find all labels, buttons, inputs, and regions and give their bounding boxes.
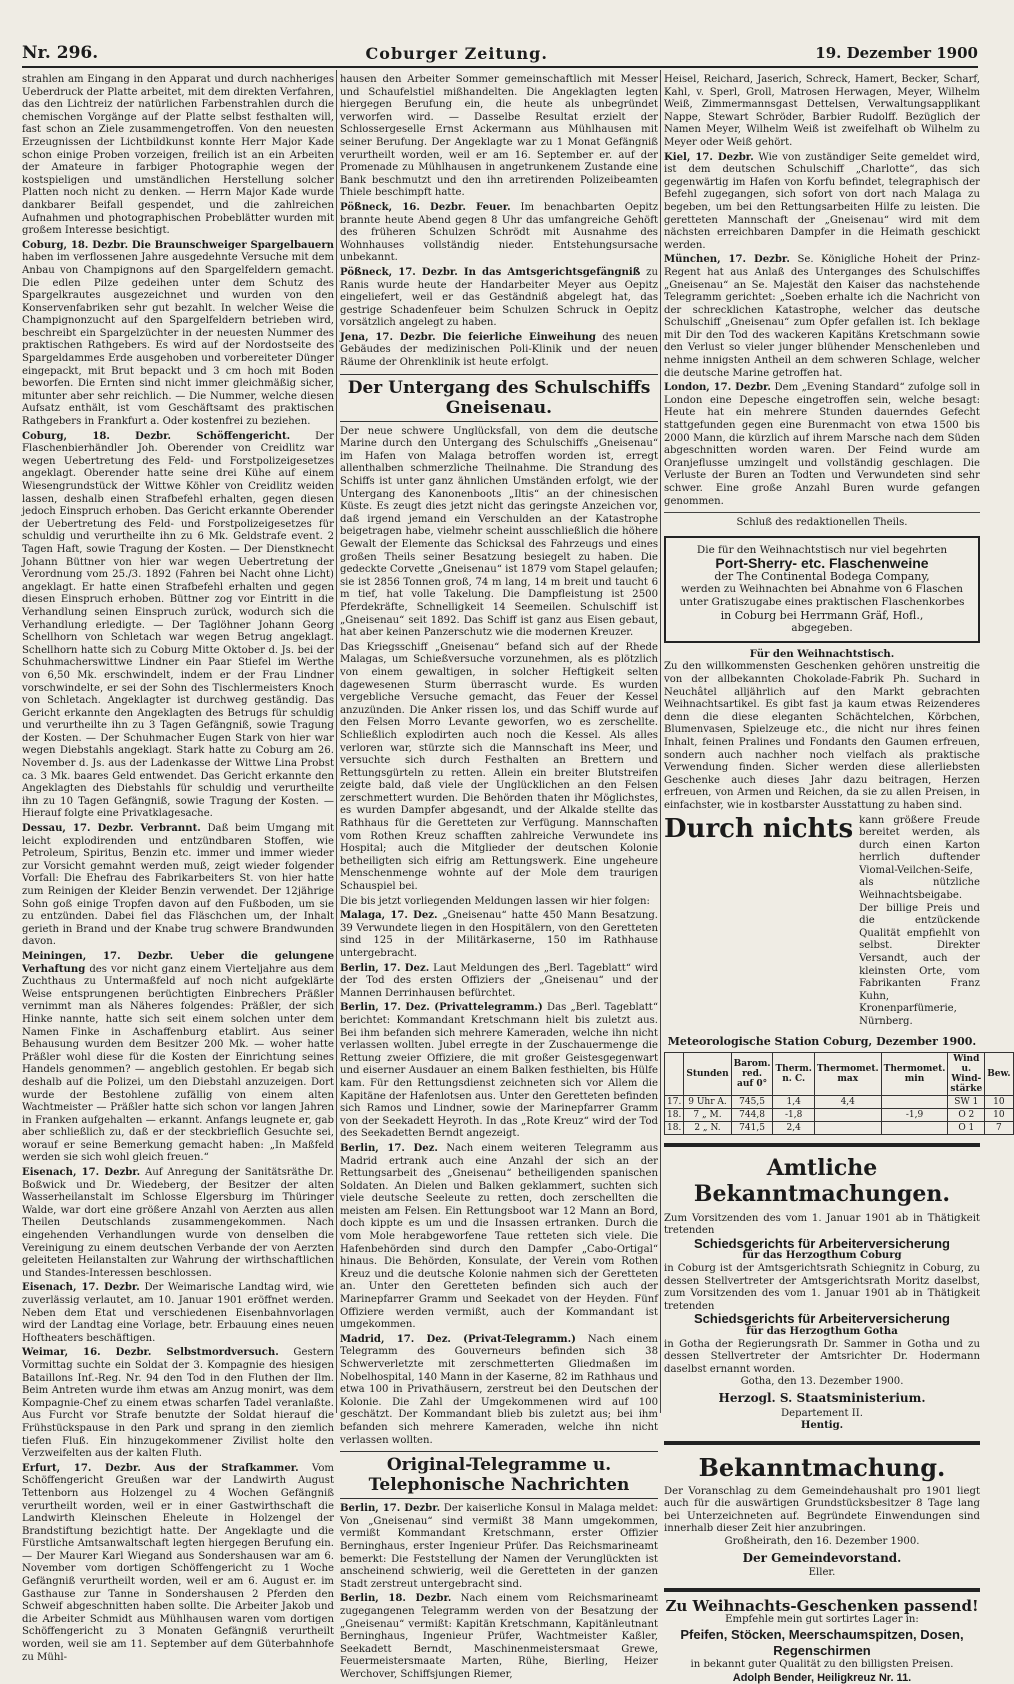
weather-cell: O 1 — [948, 1121, 985, 1134]
news-text: Laut Meldungen des „Berl. Tageblatt“ wird der Tod des ersten Offiziers der „Gneisenau“ und der Mannen Derrinhausen befürchtet. — [340, 962, 658, 999]
news-paragraph — [22, 1347, 334, 1460]
news-paragraph — [340, 642, 658, 894]
news-text: Vom Schöffengericht Greußen war der Landwirth August Tettenborn aus Holzengel zu 4 Wochen Gefängniß verurtheilt worden, weil er in einer Gastwirthschaft die Landwirth Kleinschen Eheleute in Holzengel der Brandstiftung bezichtigt hatte. Der Angeklagte und die Fürstliche Amtsanwaltschaft legten hiergegen Berufung ein. — Der Maurer Karl Wiegand aus Sondershausen war am 6. November vom dortigen Schöffengericht zu 1 Woche Gefängniß verurtheilt worden, weil er am 6. August er. im Gasthause zur Tanne in Sondershausen 2 Pferden den Schweif abgeschnitten haben sollte. Die Arbeiter Jakob und die Arbeiter Schmidt aus Mühlhausen waren vom dortigen Schöffengericht zu 3 Monaten Gefängniß verurtheilt worden, weil sie am 11. September auf dem Güterbahnhofe zu Mühl- — [22, 1462, 334, 1663]
divider — [664, 1588, 980, 1592]
news-paragraph — [664, 382, 980, 508]
news-text: Der Flaschenbierhändler Joh. Oberender von Creidlitz war wegen Uebertretung des Feld- und Forstpolizeigesetzes angeklagt. Oberender hatte seine drei Kühe auf einem Wiesengrundstück der Wittwe Köhler von Creidlitz weiden lassen, deshalb einen Strafbefehl erhalten, gegen diesen jedoch Einspruch erhoben. Das Gericht erkannte Oberender der Uebertretung des Feld- und Forstpolizeigesetzes für schuldig und verurtheilte ihn zu 6 Mk. Geldstrafe event. 2 Tagen Haft, sowie Tragung der Kosten. — Der Dienstknecht Johann Büttner von hier war wegen Uebertretung der Verordnung vom 25./3. 1892 (Fahren bei Nacht ohne Licht) angeklagt. Er hatte einen Strafbefehl erhalten und gegen diesen Einspruch erhoben. Büttner zog vor Eintritt in die Verhandlung seinen Einspruch zurück, wodurch sich die Verhandlung erledigte. — Der Taglöhner Johann Georg Schellhorn von Schletach war wegen Betrug angeklagt. Schellhorn hatte sich zu Coburg Mitte Oktober d. Js. bei der Schuhmacherswittwe Lindner ein Paar Stiefel im Werthe von 6,50 Mk. erschwindelt, indem er der Frau Lindner vorschwindelte, er sei der Sohn des Tischlermeisters Knoch von Schletach. Angeklagter ist durchweg geständig. Das Gericht erkannte den Angeklagten des Betrugs für schuldig und verurtheilte ihn zu 3 Tagen Gefängniß, sowie Tragung der Kosten. — Der Schuhmacher Eugen Stark von hier war wegen Diebstahls angeklagt. Stark hatte zu Coburg am 26. November d. Js. aus der Ladenkasse der Wittwe Lina Probst ca. 3 Mk. baares Geld entwendet. Das Gericht erkannte den Angeklagten des Diebstahls für schuldig und verurtheilte ihn zu 10 Tagen Gefängniß, sowie Tragung der Kosten. — Hierauf folgte eine Privatklagesache. — [22, 430, 334, 820]
news-dateline: Pößneck, 17. Dezbr. In das Amtsgerichtsgefängniß — [340, 266, 641, 278]
official-notices-title: Amtliche Bekanntmachungen. — [693, 1154, 951, 1207]
news-dateline: Eisenach, 17. Dezbr. — [22, 1282, 140, 1294]
news-dateline: Meiningen, 17. Dezbr. Ueber die gelungene Verhaftung — [22, 950, 334, 975]
news-dateline: Weimar, 16. Dezbr. Selbstmordversuch. — [22, 1347, 279, 1359]
news-paragraph — [22, 823, 334, 949]
ad-line: werden zu Weihnachten bei Abnahme von 6 Flaschen unter Gratiszugabe eines praktischen Flaschenkorbes — [679, 582, 965, 608]
news-paragraph — [340, 963, 658, 1001]
news-text: Im benachbarten Oepitz brannte heute Abend gegen 8 Uhr das umfangreiche Gehöft des früheren Schulzen Schrödt mit Ausnahme des Wohnhauses vollständig nieder. Entstehungsursache unbekannt. — [340, 201, 659, 264]
news-dateline: Madrid, 17. Dez. (Privat-Telegramm.) — [340, 1333, 576, 1345]
weather-cell: -1,8 — [773, 1108, 814, 1121]
column-rule — [336, 70, 337, 1413]
news-paragraph — [664, 74, 980, 150]
issue-date: 19. Dezember 1900 — [815, 44, 978, 62]
news-text: „Gneisenau“ hatte 450 Mann Besatzung. 39 Verwundete liegen in den Hospitälern, von den Geretteten sind 125 in der Militärkaserne, 150 im Rathhause untergebracht. — [340, 910, 658, 959]
notice-text: Der Voranschlag zu dem Gemeindehaushalt pro 1901 liegt auch für die auswärtigen Grundstücksbesitzer 8 Tage lang bei Unterzeichneten auf. Begründete Einwendungen sind innerhalb dieser Zeit hier anzubringen. — [664, 1485, 980, 1535]
ad-signature: Adolph Bender, Heiligkreuz Nr. 11. — [732, 1671, 912, 1684]
news-text: Der neue schwere Unglücksfall, von dem die deutsche Marine durch den Untergang des Schulschiffs „Gneisenau“ im Hafen von Malaga betroffen worden ist, erregt allenthalben schmerzliche Theilnahme. Die Strandung des Schiffs ist unter ganz ähnlichen Umständen erfolgt, wie der Untergang des Kanonenboots „Iltis“ an der chinesischen Küste. Es zeugt dies jetzt nicht das geringste Anzeichen vor, daß irgend jemand ein Verschulden an der Katastrophe beigetragen habe, vielmehr scheint ausschließlich die höhere Gewalt der Elemente das Schicksal des Fahrzeugs und eines großen Theils seiner Besatzung besiegelt zu haben. Die gedeckte Corvette „Gneisenau“ ist 1879 vom Stapel gelaufen; sie ist 2856 Tonnen groß, 74 m lang, 14 m breit und taucht 6 m tief, hat volle Takelung. Die Dampfleistung ist 2500 Pferdekräfte, Schnelligkeit 14 Seemeilen. Schulschiff ist „Gneisenau“ seit 1892. Das Schiff ist ganz aus Eisen gebaut, hat aber keinen Panzerschutz wie die modernen Kreuzer. — [340, 425, 658, 639]
news-item — [340, 1503, 658, 1591]
news-dateline: Berlin, 18. Dezbr. — [340, 1593, 452, 1605]
weather-cell: 18. — [665, 1121, 684, 1134]
news-paragraph — [340, 267, 658, 330]
news-item — [340, 1334, 658, 1447]
news-item — [340, 910, 658, 960]
news-dateline: München, 17. Dezbr. — [664, 254, 790, 266]
news-text: Nach einem vom Reichsmarineamt zugegangenen Telegramm werden von der Besatzung der „Gneisenau“ vermißt: Kapitän Kretschmann, Kapitänleutnant Berninghaus, Ingenieur Prüfer, Wachtmeister Kaßler, Seekadett Berndt, Maschinenmeistersmaat Grewe, Feuermeistersmaate Marten, Rühe, Bierling, Heizer Werchover, Schiffsjungen Riemer, — [340, 1593, 658, 1680]
news-item — [22, 1167, 334, 1280]
notice-text: in Gotha der Regierungsrath Dr. Sammer in Gotha und zu dessen Stellvertreter der Amtsrichter Dr. Hodermann daselbst ernannt worden. — [664, 1338, 980, 1375]
news-text: strahlen am Eingang in den Apparat und durch nachheriges Ueberdruck der Platte arbeitet, mit dem direkten Verfahren, das den Lichtreiz der natürlichen Farbenstrahlen durch die chemischen Vorgänge auf der Platte selbst festhalten will, fast schon an Ziele zusammengetroffen. Von den neuesten Erzeugnissen der Lichtbildkunst konnte Herr Major Kade schon einige Proben vorzeigen, freilich ist an ein Arbeiten der Amateure in farbiger Photographie wegen der kostspieligen und umständlichen Herstellung solcher Platten noch nicht zu denken. — Herrn Major Kade wurde dankbarer Beifall gespendet, und die zahlreichen Aufnahmen und photographischen Probeblätter wurden mit großem Interesse besichtigt. — [22, 74, 334, 237]
weather-cell: 9 Uhr A. — [684, 1095, 731, 1108]
notice-subheading: für das Herzogthum Coburg — [742, 1250, 902, 1262]
notice-authority: Herzogl. S. Staatsministerium. — [718, 1390, 926, 1405]
news-text: des neuen Gebäudes der medizinischen Poli-Klinik und der neuen Räume der Ohrenklinik ist heute erfolgt. — [340, 331, 658, 369]
weather-cell: 10 — [985, 1108, 1013, 1121]
news-item — [22, 74, 334, 238]
weather-header-cell: Stunden — [684, 1052, 731, 1095]
news-item — [664, 254, 980, 380]
news-item — [340, 74, 658, 200]
news-item — [664, 74, 980, 150]
news-text: Der Weimarische Landtag wird, wie zuverlässig verlautet, am 10. Januar 1901 eröffnet werden. Neben dem Etat und verschiedenen Eisenbahnvorlagen wird der Landtag eine Vorlage, betr. Erbauung eines neuen Hoftheaters beschäftigen. — [22, 1282, 334, 1344]
ad-line: der The Continental Bodega Company, — [714, 569, 930, 583]
news-dateline: Kiel, 17. Dezbr. — [664, 151, 754, 163]
news-dateline: London, 17. Dezbr. — [664, 382, 771, 394]
news-item — [340, 1143, 658, 1332]
ad-line: in bekannt guter Qualität zu den billigsten Preisen. — [690, 1659, 954, 1671]
weather-cell: 4,4 — [814, 1095, 881, 1108]
news-item — [340, 202, 658, 265]
notice-text: Zu den willkommensten Geschenken gehören unstreitig die von der allbekannten Chokolade-Fabrik Ph. Suchard in Neuchâtel alljährlich auf den Markt gebrachten Weihnachtsartikel. Es gibt fast ja kaum etwas Reizenderes denn die diese eleganten Schächtelchen, Körbchen, Blumenvasen, Spielzeuge etc., die nicht nur ihres feinen Inhalt, feinen Pralines und Fondants den Gaumen erfreuen, sondern auch nachher noch vielfach als praktische Verwendung finden. Sicher werden diese allerliebsten Geschenke auch dieses Jahr dazu beitragen, Herzen erfreuen, von Armen und Reichen, da sie zu allen Preisen, in einfachster, wie in kostbarster Ausstattung zu haben sind. — [664, 661, 980, 811]
bekanntmachung-title: Bekanntmachung. — [698, 1452, 946, 1482]
news-paragraph — [22, 74, 334, 238]
weather-row — [665, 1108, 1014, 1121]
news-paragraph — [340, 74, 658, 200]
news-paragraph — [22, 951, 334, 1165]
notice-place-date: Großheirath, den 16. Dezember 1900. — [724, 1536, 920, 1548]
section-heading: Der Untergang des Schulschiffs Gneisenau. — [340, 374, 658, 422]
news-text: des vor nicht ganz einem Vierteljahre aus dem Zuchthaus zu Untermaßfeld auf noch nicht aufgeklärte Weise entsprungenen berüchtigten Einbrechers Präßler vernimmt man als Näheres folgendes: Präßler, der sich Hinke nannte, hatte sich seit einem solchen unter dem Namen Finke in Aschaffenburg etablirt. Aus seiner Behausung wurden dem Besitzer 200 Mk. — woher hatte Präßler wohl diese für die Kosten der Einrichtung seines Handels genommen? — angeblich gestohlen. Er begab sich deshalb auf die Polizei, um den Diebstahl anzuzeigen. Dort wurde der Bestohlene zufällig von einem alten Wachtmeister — Präßler hatte sich schon vor langen Jahren in Franken aufgehalten — erkannt. Anfangs leugnete er, gab aber schließlich zu, daß er der steckbrieflich Gesuchte sei, worauf er seine Bemerkung gemacht haben: „In Maßfeld werden sie sich wohl gleich freuen.“ — [22, 963, 334, 1164]
notice-signatory: Eller. — [808, 1567, 836, 1579]
weather-cell — [814, 1108, 881, 1121]
section-heading: Original-Telegramme u. Telephonische Nachrichten — [340, 1451, 658, 1499]
sherry-advertisement — [664, 536, 980, 643]
news-dateline: Erfurt, 17. Dezbr. Aus der Strafkammer. — [22, 1462, 299, 1474]
news-paragraph — [22, 240, 334, 429]
column-1 — [22, 74, 334, 1663]
news-text: hausen den Arbeiter Sommer gemeinschaftlich mit Messer und Schaufelstiel mißhandelten. Die Angeklagten legten hiergegen Berufung ein, die heute als unbegründet verworfen wird. — Dasselbe Resultat erzielt der Schlossergeselle Ernst Ackermann aus Mühlhausen mit seiner Berufung. Der Angeklagte war zu 1 Monat Gefängniß verurtheilt worden, weil er am 16. September er. auf der Promenade zu Mühlhausen in angetrunkenem Zustande eine Bank beschmutzt und den ihn arretirenden Polizeibeamten Thiele beschimpft hatte. — [340, 74, 658, 199]
news-text: Wie von zuständiger Seite gemeldet wird, ist dem deutschen Schulschiff „Charlotte“, das sich gegenwärtig im Hafen von Korfu befindet, telegraphisch der Befehl zugegangen, sich sofort von dort nach Malaga zu begeben, um bei den Rettungsarbeiten Hilfe zu leisten. Die geretteten Mannschaft der „Gneisenau“ wird mit dem nächsten erreichbaren Dampfer in die Heimath geschickt werden. — [664, 151, 981, 251]
news-paragraph — [664, 152, 980, 253]
news-text: Der kaiserliche Konsul in Malaga meldet: Von „Gneisenau“ sind vermißt 38 Mann umgekommen, vermißt Kommandant Kretschmann, erster Offizier Berninghaus, erster Ingenieur Prüfer. Das Reichsmarineamt bemerkt: Die Feststellung der Namen der Verunglückten ist anscheinend schwierig, weil die Geretteten in der ganzen Stadt zerstreut untergebracht sind. — [340, 1503, 658, 1590]
weather-cell: O 2 — [948, 1108, 985, 1121]
news-text: Se. Königliche Hoheit der Prinz-Regent hat aus Anlaß des Unterganges des Schulschiffes „Gneisenau“ an Se. Majestät den Kaiser das nachstehende Telegramm gerichtet: „Soeben erhalte ich die Nachricht von der schrecklichen Katastrophe, welcher das deutsche Schulschiff „Gneisenau“ zum Opfer gefallen ist. Ich beklage mit Dir den Tod des wackeren Kapitäns Kretschmann sowie den Verlust so vieler junger blühender Menschenleben und nehme innigsten Antheil an dem schweren Schlage, welcher die deutsche Marine getroffen hat. — [664, 254, 980, 379]
news-item — [340, 963, 658, 1001]
bekanntmachung — [664, 1486, 980, 1580]
newspaper-title: Coburger Zeitung. — [365, 43, 548, 63]
weather-cell: 741,5 — [731, 1121, 773, 1134]
ad-line: in Coburg bei Herrmann Gräf, Hofl., — [720, 608, 924, 622]
news-paragraph — [340, 910, 658, 960]
weather-header-cell: Therm. n. C. — [773, 1052, 814, 1095]
news-paragraph — [340, 426, 658, 640]
weather-table-title: Meteorologische Station Coburg, Dezember 1900. — [667, 1034, 977, 1048]
news-paragraph — [340, 896, 658, 909]
news-paragraph — [22, 1167, 334, 1280]
news-item — [22, 951, 334, 1165]
news-item — [22, 1347, 334, 1460]
news-paragraph — [22, 1463, 334, 1665]
news-item — [340, 642, 658, 894]
news-item — [22, 431, 334, 821]
news-item — [22, 1463, 334, 1665]
ad-headline: Zu Weihnachts-Geschenken passend! — [665, 1596, 979, 1615]
news-text: Nach einem Telegramm des Gouverneurs befinden sich 38 Schwerverletzte mit zerschmetterten Gliedmaßen im Nobelhospital, 140 Mann in der Kaserne, 82 im Rathhaus und etwa 100 in Privathäusern, zerstreut bei den Deutschen der Kolonie. Die Zahl der Umgekommenen wird auf 100 geschätzt. Der Kommandant blieb bis zuletzt aus; bei ihm befanden sich mehrere Kameraden, welche ihn nicht verlassen wollten. — [340, 1333, 658, 1446]
weather-table — [664, 1052, 1014, 1135]
news-text: Auf Anregung der Sanitätsräthe Dr. Boßwick und Dr. Wiedeberg, der Besitzer der alten Wasserheilanstalt im Schlosse Elgersburg im Thüringer Walde, war dort eine größere Anzahl von Aerzten aus allen Theilen Deutschlands zusammengekommen. Nach eingehenden Verhandlungen wurde von denselben die Vereinigung zu einem deutschen Verbande der von Aerzten geleiteten Heilanstalten zur Wahrung der wirthschaftlichen und Standes-Interessen beschlossen. — [22, 1167, 334, 1279]
weather-cell: 744,8 — [731, 1108, 773, 1121]
editorial-end-note: Schluß des redaktionellen Theils. — [736, 517, 908, 529]
weather-header-cell: Wind u. Wind-stärke — [948, 1052, 985, 1095]
masthead — [22, 40, 978, 68]
weather-cell: SW 1 — [948, 1095, 985, 1108]
weather-cell — [814, 1121, 881, 1134]
news-paragraph — [22, 1282, 334, 1345]
news-item — [340, 1002, 658, 1141]
news-dateline: Malaga, 17. Dez. — [340, 910, 438, 922]
weather-header-cell: Bew. — [985, 1052, 1013, 1095]
news-text: Das Kriegsschiff „Gneisenau“ befand sich auf der Rhede Malagas, um Schießversuche vorzunehmen, als es plötzlich von einem gewaltigen, in solcher Heftigkeit selten dagewesenen Sturm überrascht wurde. Es wurden vergebliche Versuche gemacht, das Feuer der Kessel anzuzünden. Die Anker rissen los, und das Schiff wurde auf den Felsen Morro Levante geworfen, wo es zerschellte. Schließlich explodirten auch noch die Kessel. Als alles verloren war, stürzte sich die Mannschaft ins Meer, und versuchte sich durch Festhalten an Brettern und Rettungsgürteln zu retten. Allein ein breiter Blutstreifen zeigte bald, daß viele der Unglücklichen an den Felsen zerschmettert wurden. Die Behörden thaten ihr Möglichstes, es wurden Dampfer abgesandt, und der Alkalde stellte das Rathhaus für die Geretteten zur Verfügung. Mannschaften vom Rothen Kreuz schafften zahlreiche Verwundete ins Hospital; auch die Mitglieder der deutschen Kolonie betheiligten sich eifrig am Rettungswerk. Eine ungeheure Menschenmenge wohnte auf der Mole dem traurigen Schauspiel bei. — [340, 641, 658, 893]
weather-cell: -1,9 — [881, 1108, 948, 1121]
weather-cell: 17. — [665, 1095, 684, 1108]
news-paragraph — [340, 202, 658, 265]
news-item — [340, 896, 658, 909]
news-dateline: Eisenach, 17. Dezbr. — [22, 1167, 141, 1179]
news-item — [22, 240, 334, 429]
news-text: Dem „Evening Standard“ zufolge soll in London eine Depesche eingetroffen sein, welche besagt: Heute hat ein mehrere Stunden dauerndes Gefecht stattgefunden gegen eine Burenmacht von etwa 1500 bis 2000 Mann, die kürzlich auf ihrem Marsche nach dem Süden abgeschnitten worden waren. Der Feind wurde am Oranjeflusse umzingelt und vollständig geschlagen. Die Verluste der Buren an Todten und Verwundeten sind sehr schwer. Eine große Anzahl Buren wurde gefangen genommen. — [664, 382, 980, 507]
notice-signatory: Hentig. — [800, 1420, 844, 1432]
news-item — [340, 332, 658, 370]
news-item — [664, 152, 980, 253]
notice-authority: Der Gemeindevorstand. — [742, 1550, 902, 1565]
official-notice — [664, 1213, 980, 1433]
news-item — [340, 426, 658, 640]
news-item — [22, 1282, 334, 1345]
news-item — [22, 823, 334, 949]
news-item — [340, 267, 658, 330]
news-dateline: Dessau, 17. Dezbr. Verbrannt. — [22, 823, 201, 835]
ad-line: Empfehle mein gut sortirtes Lager in: — [725, 1614, 919, 1626]
news-text: Heisel, Reichard, Jaserich, Schreck, Hamert, Becker, Scharf, Kahl, v. Sperl, Groll, Matrosen Herwagen, Meyer, Wilhelm Weiß, Zimmermannsgast Dettelsen, Verwaltungsapplikant Nappe, Stewart Schröder, Barbier Rudolff. Bezüglich der Namen Meyer, Wilhelm Weiß ist zweifelhaft ob Wilhelm zu Meyer oder Weiß gehört. — [664, 74, 980, 148]
news-dateline: Pößneck, 16. Dezbr. Feuer. — [340, 201, 511, 213]
ad-headline: Port-Sherry- etc. Flaschenweine — [715, 554, 929, 571]
weather-header-cell: Barom. red. auf 0° — [731, 1052, 773, 1095]
news-text: zu Ranis wurde heute der Handarbeiter Meyer aus Oepitz eingeliefert, weil er das Geständniß abgelegt hat, das gestrige Schadenfeuer beim Schulzen Schruck in Oepitz vorsätzlich angelegt zu haben. — [340, 266, 658, 329]
ad-headline: Durch nichts — [664, 813, 854, 844]
news-dateline: Jena, 17. Dezbr. Die feierliche Einweihung — [340, 331, 596, 343]
news-dateline: Berlin, 17. Dezbr. — [340, 1503, 441, 1515]
news-item — [340, 1593, 658, 1681]
news-dateline: Coburg, 18. Dezbr. Schöffengericht. — [22, 430, 291, 442]
news-dateline: Berlin, 17. Dez. — [340, 1142, 438, 1154]
ad-text: kann größere Freude bereitet werden, als durch einen Karton herrlich duftender Viomal-Veilchen-Seife, als nützliche Weihnachtsbeigabe. Der billige Preis und die entzückende Qualität empfiehlt von selbst. Direkter Versandt, auch der kleinsten Orte, vom Fabrikanten Franz Kuhn, Kronenparfümerie, Nürnberg. — [859, 814, 980, 1027]
weather-row — [665, 1095, 1014, 1108]
column-2 — [340, 74, 659, 1680]
news-text: Die bis jetzt vorliegenden Meldungen lassen wir hier folgen: — [340, 895, 650, 907]
news-text: Daß beim Umgang mit leicht explodirenden und entzündbaren Stoffen, wie Petroleum, Spiritus, Benzin etc. immer und immer wieder zur Vorsicht gemahnt werden muß, zeigt wieder folgender Vorfall: Die Ehefrau des Fabrikarbeiters St. von hier hatte zum Reinigen der Kleider Benzin verwendet. Der 12jährige Sohn goß einige Tropfen davon auf den Fußboden, um sie zu entzünden. Dabei fiel das Fläschchen um, der Inhalt gerieth in Brand und der Knabe trug schwere Brandwunden davon. — [22, 823, 334, 948]
news-text: haben im verflossenen Jahre ausgedehnte Versuche mit dem Anbau von Champignons auf den Spargelfeldern gemacht. Die edlen Pilze gedeihen unter dem Schutz des Spargelkrautes ausgezeichnet und wurden von den Konservenfabriken sehr gut bezahlt. In welcher Weise die Champignonzucht auf den Spargelfeldern betrieben wird, beschreibt ein Spargelzüchter in der neuesten Nummer des praktischen Rathgebers. Es wird auf der Nordostseite des Spargeldammes Erde ausgehoben und vorbereiteter Dünger eingepackt, mit Brut bepackt und 3 cm hoch mit Boden beworfen. Die Ernten sind nicht immer gleichmäßig sicher, mitunter aber sehr reichlich. — Die Nummer, welche diesen Aufsatz enthält, ist vom Geschäftsamt des praktischen Rathgebers in Frankfurt a. Oder kostenfrei zu beziehen. — [22, 252, 334, 428]
weather-header-cell — [665, 1052, 684, 1095]
notice-text: Zum Vorsitzenden des vom 1. Januar 1901 ab in Thätigkeit tretenden — [664, 1212, 980, 1237]
divider — [664, 1143, 980, 1147]
ad-items: Pfeifen, Stöcken, Meerschaumspitzen, Dosen, Regenschirmen — [680, 1627, 964, 1659]
weather-row — [665, 1121, 1014, 1134]
column-3-news — [664, 74, 980, 508]
weather-cell: 18. — [665, 1108, 684, 1121]
weather-header-cell: Thermomet. max — [814, 1052, 881, 1095]
weather-cell: 7 „ M. — [684, 1108, 731, 1121]
divider — [664, 512, 980, 513]
news-text: Das „Berl. Tageblatt“ berichtet: Kommandant Kretschmann hielt bis zuletzt aus. Bei ihm befanden sich mehrere Kameraden, welche ihn nicht verlassen wollten. Jubel erregte in der Zuschauermenge die Rettung zweier Offiziere, die mit großer Geistesgegenwart und eiserner Ausdauer an einem Balken festhielten, bis Hülfe kam. Für den Rettungsdienst zeichneten sich vor Allem die Kapitäne der Hafenlotsen aus. Unter den Geretteten befinden sich Ramos und Lindner, sowie der Marinepfarrer Gramm von der Seekadett Heyroth. In das „Rote Kreuz“ wird der Tod des Seekadetten Berndt angezeigt. — [340, 1002, 658, 1140]
news-paragraph — [664, 254, 980, 380]
notice-heading: Schiedsgerichts für Arbeiterversicherung — [694, 1311, 950, 1327]
news-paragraph — [340, 1503, 658, 1591]
news-paragraph — [22, 431, 334, 821]
weather-cell — [881, 1121, 948, 1134]
notice-subheading: für das Herzogthum Gotha — [746, 1325, 898, 1337]
weather-cell — [881, 1095, 948, 1108]
weather-cell: 745,5 — [731, 1095, 773, 1108]
news-text: Nach einem weiteren Telegramm aus Madrid ertrank auch eine Anzahl der sich an der Rettungsarbeit des „Gneisenau“ betheiligenden spanischen Soldaten. An Dielen und Balken geklammert, suchten sich viele deutsche Seeleute zu retten, doch zerschellten die meisten am Felsen. Ein Rettungsboot war 12 Mann an Bord, doch kippte es um und die Insassen ertranken. Durch die vom Mole herabgeworfene Taue retteten sich viele. Die Hafenbehörden sind durch den Dampfer „Cabo-Ortigal“ hinaus. Die Behörden, Konsulate, der Verein vom Rothen Kreuz und die deutsche Kolonie nahmen sich der Geretteten an. Unter den Geretteten befinden sich auch der Marinepfarrer Gramm und Seekadet von der Heyden. Fünf Offiziere werden vermißt, auch der Kommandant ist umgekommen. — [340, 1142, 658, 1331]
column-rule — [660, 70, 661, 1413]
column-3 — [664, 74, 1011, 1684]
ad-line: Die für den Weihnachtstisch nur viel begehrten — [696, 543, 948, 556]
weather-cell: 10 — [985, 1095, 1013, 1108]
gift-advertisement — [664, 1596, 980, 1684]
notice-title: Für den Weihnachtstisch. — [749, 648, 895, 660]
news-paragraph — [340, 1143, 658, 1332]
notice-text: in Coburg ist der Amtsgerichtsrath Schiegnitz in Coburg, zu dessen Stellvertreter der Amtsgerichtsrath Moritz daselbst, zum Vorsitzenden des vom 1. Januar 1901 ab in Thätigkeit tretenden — [664, 1262, 980, 1312]
news-paragraph — [340, 1002, 658, 1141]
weather-cell: 2,4 — [773, 1121, 814, 1134]
news-text: Gestern Vormittag suchte ein Soldat der 3. Kompagnie des hiesigen Bataillons Inf.-Reg. Nr. 94 den Tod in den Fluthen der Ilm. Beim Antreten wurde ihm etwas am Anzug monirt, was dem Kompagnie-Chef zu einem etwas scharfen Tadel veranlaßte. Aus Furcht vor Strafe benutzte der Soldat hierauf die Frühstückspause in den Park und sprang in den ziemlich tiefen Fluß. Ein hinzugekommener Zivilist holte den Verzweifelten aus der kalten Fluth. — [22, 1347, 334, 1460]
notice-department: Departement II. — [781, 1407, 863, 1419]
news-paragraph — [340, 1593, 658, 1681]
notice-place-date: Gotha, den 13. Dezember 1900. — [740, 1376, 904, 1388]
notice-heading: Schiedsgerichts für Arbeiterversicherung — [694, 1235, 950, 1251]
weather-header-cell: Thermomet. min — [881, 1052, 948, 1095]
news-item — [664, 382, 980, 508]
news-paragraph — [340, 332, 658, 370]
ad-line: abgegeben. — [791, 621, 853, 634]
weather-cell: 1,4 — [773, 1095, 814, 1108]
issue-number: Nr. 296. — [22, 43, 99, 63]
news-dateline: Berlin, 17. Dez. (Privattelegramm.) — [340, 1002, 543, 1014]
weather-cell: 2 „ N. — [684, 1121, 731, 1134]
soap-advertisement — [664, 815, 980, 1029]
news-paragraph — [340, 1334, 658, 1447]
weihnachtstisch-notice — [664, 649, 980, 813]
divider — [664, 1441, 980, 1445]
news-dateline: Coburg, 18. Dezbr. Die Braunschweiger Spargelbauern — [22, 239, 334, 251]
news-dateline: Berlin, 17. Dez. — [340, 962, 430, 974]
weather-cell: 7 — [985, 1121, 1013, 1134]
